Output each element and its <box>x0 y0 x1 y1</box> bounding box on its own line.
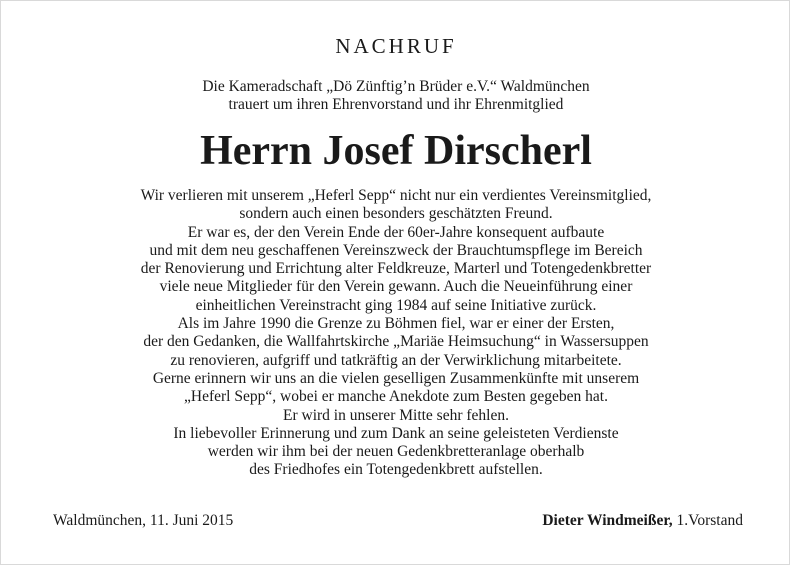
body-line: der den Gedanken, die Wallfahrtskirche „Mariäe Heimsuchung“ in Wassersuppen <box>143 333 649 351</box>
body-line: zu renovieren, aufgriff und tatkräftig an der Verwirklichung mitarbeitete. <box>170 351 622 369</box>
deceased-name: Herrn Josef Dirscherl <box>200 128 592 174</box>
body-line: werden wir ihm bei der neuen Gedenkbretteranlage oberhalb <box>207 443 585 461</box>
place-date: Waldmünchen, 11. Juni 2015 <box>53 512 234 529</box>
body-line: und mit dem neu geschaffenen Vereinszweck der Brauchtumspflege im Bereich <box>149 241 643 259</box>
body-line: des Friedhofes ein Totengedenkbrett aufstellen. <box>249 461 543 479</box>
body-line: sondern auch einen besonders geschätzten Freund. <box>239 205 553 223</box>
body-line: Er war es, der den Verein Ende der 60er-Jahre konsequent aufbaute <box>187 223 605 241</box>
signer-name: Dieter Windmeißer, <box>542 512 673 529</box>
body-line: der Renovierung und Errichtung alter Feldkreuze, Marterl und Totengedenkbretter <box>140 260 652 278</box>
intro-text <box>1 78 790 114</box>
body-line: Er wird in unserer Mitte sehr fehlen. <box>283 406 509 424</box>
intro-line: trauert um ihren Ehrenvorstand und ihr Ehrenmitglied <box>228 96 564 113</box>
body-line: viele neue Mitglieder für den Verein gewann. Auch die Neueinführung einer <box>159 278 633 296</box>
intro-line: Die Kameradschaft „Dö Zünftig’n Brüder e.V.“ Waldmünchen <box>202 78 590 95</box>
body-line: Gerne erinnern wir uns an die vielen geselligen Zusammenkünfte mit unserem <box>152 369 640 387</box>
body-line: Als im Jahre 1990 die Grenze zu Böhmen fiel, war er einer der Ersten, <box>177 315 615 333</box>
body-line: In liebevoller Erinnerung und zum Dank an seine geleisteten Verdienste <box>173 424 619 442</box>
signature <box>542 511 743 531</box>
signer-title: 1.Vorstand <box>672 512 743 529</box>
body-line: einheitlichen Vereinstracht ging 1984 auf seine Initiative zurück. <box>195 296 597 314</box>
body-line: Wir verlieren mit unserem „Heferl Sepp“ nicht nur ein verdientes Vereinsmitglied, <box>140 187 652 204</box>
body-line: „Heferl Sepp“, wobei er manche Anekdote zum Besten gegeben hat. <box>184 388 608 406</box>
notice-heading: NACHRUF <box>335 34 457 58</box>
body-text <box>1 187 790 480</box>
